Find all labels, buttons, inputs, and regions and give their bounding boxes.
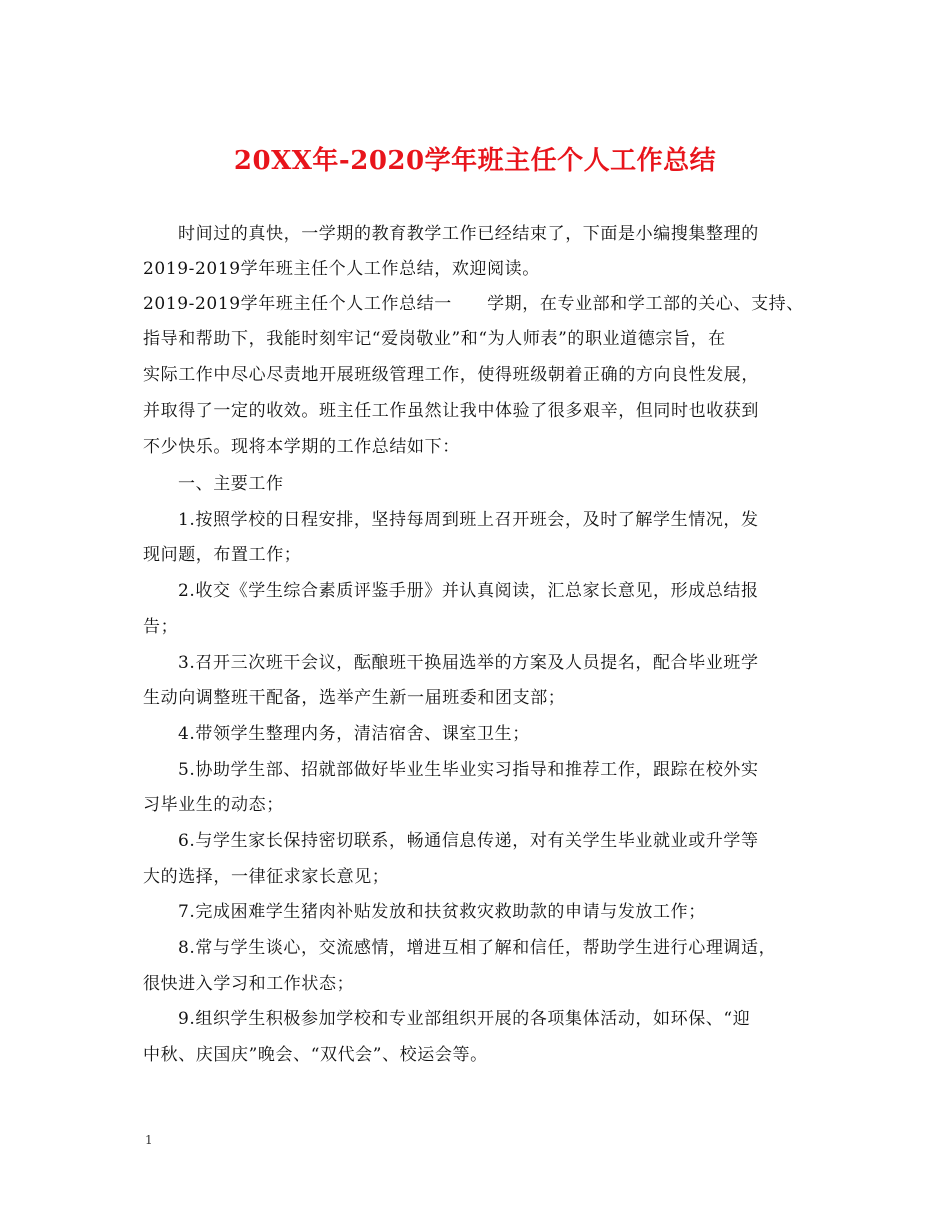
paragraph-line: 并取得了一定的收效。班主任工作虽然让我中体验了很多艰辛，但同时也收获到 bbox=[143, 401, 759, 421]
paragraph-line: 时间过的真快，一学期的教育教学工作已经结束了，下面是小编搜集整理的 bbox=[178, 224, 759, 244]
list-item-line: 很快进入学习和工作状态； bbox=[143, 974, 355, 994]
paragraph-line: 2019-2019学年班主任个人工作总结，欢迎阅读。 bbox=[143, 259, 540, 279]
paragraph-line: 不少快乐。现将本学期的工作总结如下： bbox=[143, 437, 460, 457]
list-item-line: 习毕业生的动态； bbox=[143, 795, 284, 815]
list-item-line: 7.完成困难学生猪肉补贴发放和扶贫救灾救助款的申请与发放工作； bbox=[178, 902, 706, 922]
page-number: 1 bbox=[145, 1133, 153, 1147]
list-item-line: 4.带领学生整理内务，清洁宿舍、课室卫生； bbox=[178, 724, 530, 744]
list-item-line: 1.按照学校的日程安排，坚持每周到班上召开班会，及时了解学生情况，发 bbox=[178, 510, 759, 530]
list-item-line: 现问题，布置工作； bbox=[143, 545, 302, 565]
list-item-line: 8.常与学生谈心，交流感情，增进互相了解和信任，帮助学生进行心理调适， bbox=[178, 938, 777, 958]
document-title: 20XX年-2020学年班主任个人工作总结 bbox=[233, 146, 717, 176]
list-item-line: 大的选择，一律征求家长意见； bbox=[143, 867, 390, 887]
paragraph-line: 2019-2019学年班主任个人工作总结一 学期，在专业部和学工部的关心、支持、 bbox=[143, 294, 804, 314]
list-item-line: 3.召开三次班干会议，酝酿班干换届选举的方案及人员提名，配合毕业班学 bbox=[178, 653, 759, 673]
list-item-line: 5.协助学生部、招就部做好毕业生毕业实习指导和推荐工作，跟踪在校外实 bbox=[178, 760, 759, 780]
list-item-line: 生动向调整班干配备，选举产生新一届班委和团支部； bbox=[143, 688, 566, 708]
paragraph-line: 指导和帮助下，我能时刻牢记“爱岗敬业”和“为人师表”的职业道德宗旨，在 bbox=[143, 329, 726, 349]
list-item-line: 6.与学生家长保持密切联系，畅通信息传递，对有关学生毕业就业或升学等 bbox=[178, 831, 759, 851]
list-item-line: 9.组织学生积极参加学校和专业部组织开展的各项集体活动，如环保、“迎 bbox=[178, 1009, 751, 1029]
paragraph-line: 实际工作中尽心尽责地开展班级管理工作，使得班级朝着正确的方向良性发展， bbox=[143, 365, 759, 385]
list-item-line: 告； bbox=[143, 617, 179, 637]
list-item-line: 2.收交《学生综合素质评鉴手册》并认真阅读，汇总家长意见，形成总结报 bbox=[178, 581, 759, 601]
section-heading: 一、主要工作 bbox=[178, 474, 284, 494]
list-item-line: 中秋、庆国庆”晚会、“双代会”、校运会等。 bbox=[143, 1045, 488, 1065]
